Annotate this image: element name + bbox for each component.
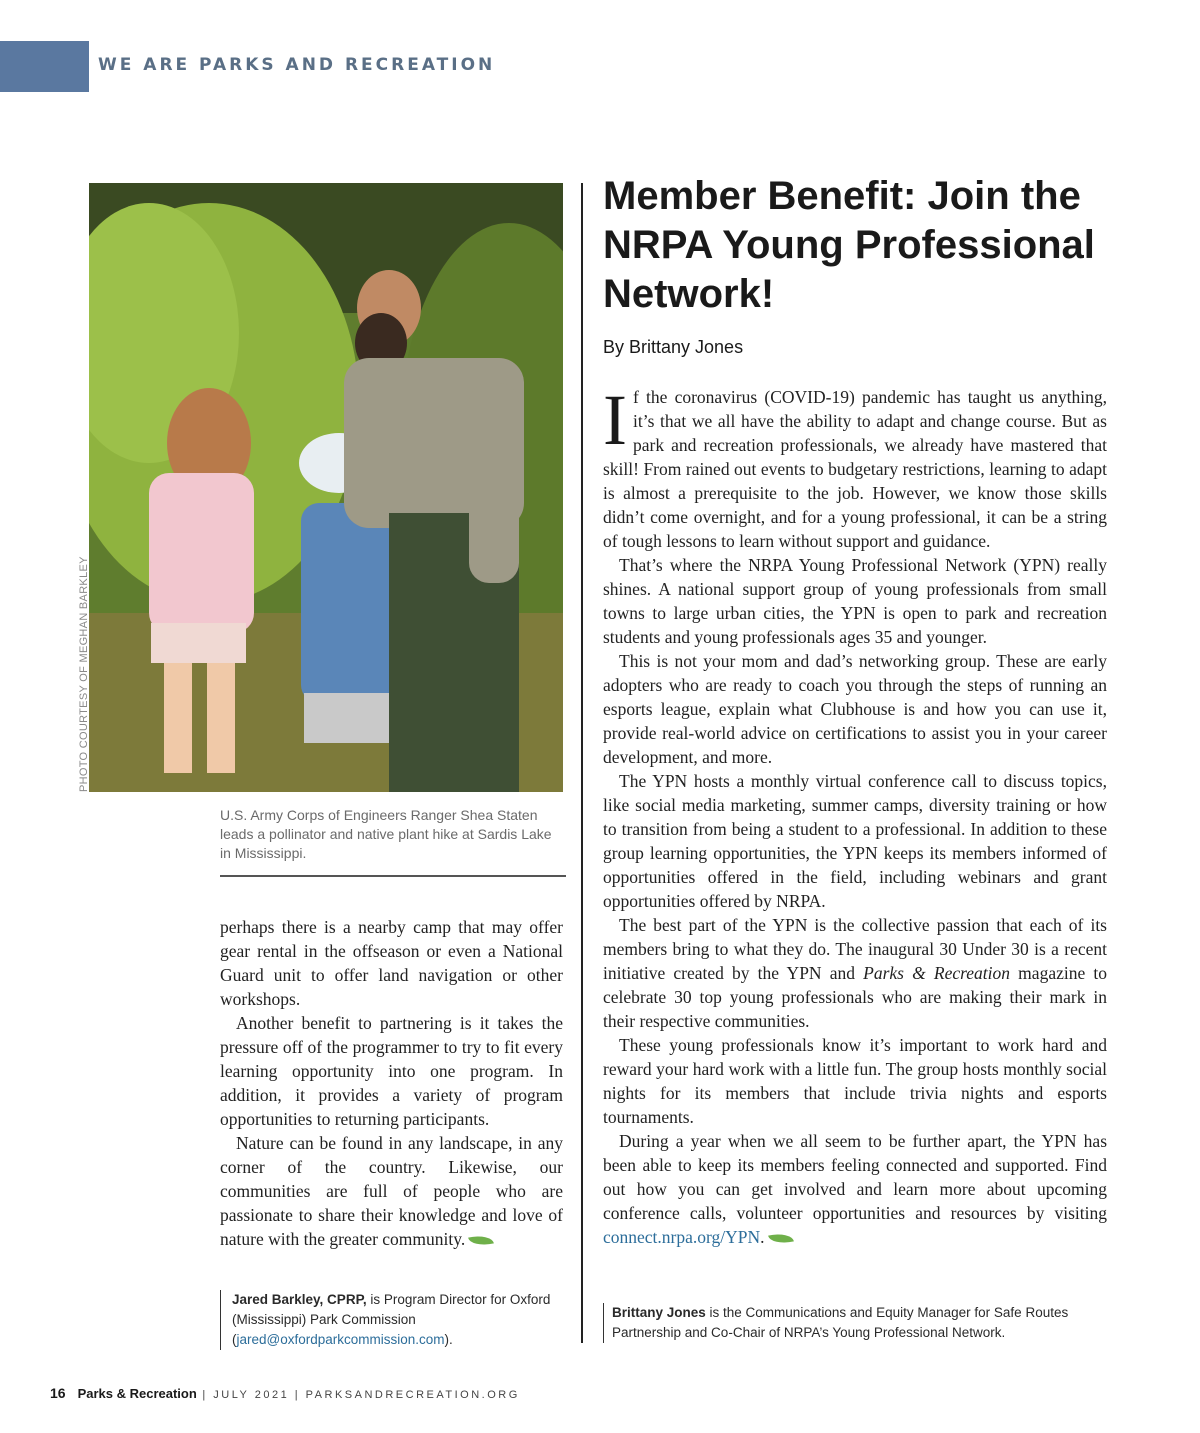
bio-close: ). <box>444 1332 453 1347</box>
article-paragraph: These young professionals know it’s important to work hard and reward your hard work with a little fun. The group hosts monthly social nights for its members that include trivia nights and esports tournaments. <box>603 1035 1107 1127</box>
column-divider <box>581 183 583 1343</box>
article-paragraph <box>603 1129 1107 1249</box>
article-paragraph <box>603 380 1107 553</box>
article-paragraph: The YPN hosts a monthly virtual conference call to discuss topics, like social media marketing, summer camps, diversity training or how to transition from being a student to a professional. In addition to these group learning opportunities, the YPN keeps its members informed of opportunities offered in the field, including webinars and grant opportunities offered by NRPA. <box>603 771 1107 911</box>
author-bio-left <box>220 1290 577 1350</box>
page-number: 16 <box>50 1385 66 1401</box>
p5-text-after: magazine to celebrate 30 top young professionals who are making their mark in their respective communities. <box>603 963 1107 1031</box>
section-label: WE ARE PARKS AND RECREATION <box>98 55 496 75</box>
left-paragraph: Another benefit to partnering is it takes the pressure off of the programmer to try to fit every learning opportunity into one program. In addition, it provides a variety of program opportunities to returning participants. <box>220 1013 563 1129</box>
left-column-text <box>220 915 563 1251</box>
magazine-title-italic: Parks & Recreation <box>863 963 1011 983</box>
article-title: Member Benefit: Join the NRPA Young Professional Network! <box>603 174 1095 316</box>
drop-cap: I <box>603 380 627 460</box>
left-paragraph: perhaps there is a nearby camp that may offer gear rental in the offseason or even a National Guard unit to offer land navigation or other workshops. <box>220 917 563 1009</box>
bio-text: is the Communications and Equity Manager for Safe Routes Partnership and Co-Chair of NRPA’s Young Professional Network. <box>612 1305 1069 1340</box>
leaf-end-icon <box>768 1231 794 1247</box>
section-color-block <box>0 41 89 92</box>
email-link[interactable]: jared@oxfordparkcommission.com <box>236 1332 445 1347</box>
p7-text-after: . <box>760 1227 765 1247</box>
issue-info: | JULY 2021 | PARKSANDRECREATION.ORG <box>196 1389 520 1401</box>
photo-illustration <box>89 183 563 792</box>
page-footer <box>50 1385 520 1401</box>
article-paragraph <box>603 913 1107 1033</box>
byline: By Brittany Jones <box>603 337 744 357</box>
magazine-name: Parks & Recreation <box>77 1386 197 1401</box>
leaf-end-icon <box>468 1233 494 1249</box>
photo-credit: PHOTO COURTESY OF MEGHAN BARKLEY <box>78 556 90 792</box>
bio-name: Brittany Jones <box>612 1305 706 1320</box>
first-paragraph-text: f the coronavirus (COVID-19) pandemic has taught us anything, it’s that we all have the ability to adapt and change course. But as park and recreation professionals, we already have mastered that skill! From rained out events to budgetary restrictions, learning to adapt is almost a prerequisite to the job. However, we know those skills didn’t come overnight, and for a young professional, it can be a string of tough lessons to learn without support and guidance. <box>603 387 1107 551</box>
p5-text: The best part of the YPN is the collective passion that each of its members bring to what they do. The inaugural 30 Under 30 is a recent initiative created by the YPN and <box>603 915 1107 983</box>
bio-name: Jared Barkley, CPRP, <box>232 1292 367 1307</box>
left-paragraph <box>220 1131 563 1251</box>
article-photo <box>89 183 563 792</box>
caption-divider <box>220 875 566 877</box>
bio-text: is Program Director for Oxford (Mississippi) Park Commission ( <box>232 1292 551 1347</box>
author-bio-right <box>603 1303 1112 1343</box>
left-paragraph-text: Nature can be found in any landscape, in any corner of the country. Likewise, our communities are full of people who are passionate to share their knowledge and love of nature with the greater community. <box>220 1133 563 1249</box>
article-paragraph: That’s where the NRPA Young Professional Network (YPN) really shines. A national support group of young professionals from small towns to large urban cities, the YPN is open to park and recreation students and young professionals ages 35 and younger. <box>603 555 1107 647</box>
ypn-link[interactable]: connect.nrpa.org/YPN <box>603 1227 761 1247</box>
p7-text: During a year when we all seem to be further apart, the YPN has been able to keep its members feeling connected and supported. Find out how you can get involved and learn more about upcoming conference calls, volunteer opportunities and resources by visiting <box>603 1131 1107 1223</box>
article-body <box>603 380 1107 1249</box>
article-paragraph: This is not your mom and dad’s networking group. These are early adopters who are ready to coach you through the steps of running an esports league, explain what Clubhouse is and how you can use it, provide real-world advice on certifications to assist you in your career development, and more. <box>603 651 1107 767</box>
photo-caption: U.S. Army Corps of Engineers Ranger Shea Staten leads a pollinator and native plant hike at Sardis Lake in Mississippi. <box>220 807 552 861</box>
